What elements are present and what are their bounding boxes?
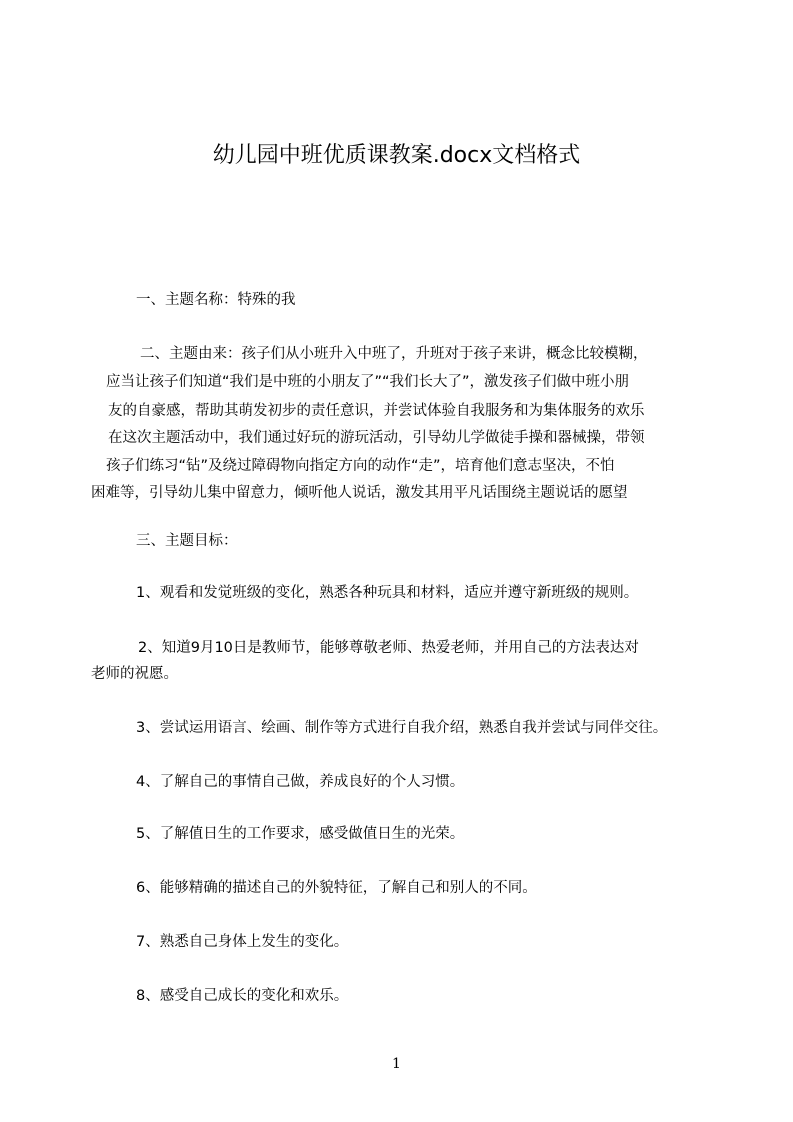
goal-item: 6、能够精确的描述自己的外貌特征，了解自己和别人的不同。 xyxy=(136,880,537,896)
goal-item: 7、熟悉自己身体上发生的变化。 xyxy=(136,934,349,950)
topic-origin-line: 二、主题由来：孩子们从小班升入中班了，升班对于孩子来讲，概念比较模糊， xyxy=(140,346,648,362)
goal-item: 2、知道9月10日是教师节，能够尊敬老师、热爱老师，并用自己的方法表达对 xyxy=(138,640,639,656)
topic-origin-line: 孩子们练习“钻”及绕过障碍物向指定方向的动作“走”，培育他们意志坚决，不怕 xyxy=(106,458,615,474)
topic-name: 一、主题名称：特殊的我 xyxy=(136,292,296,308)
goal-item: 4、了解自己的事情自己做，养成良好的个人习惯。 xyxy=(136,774,465,790)
goals-heading: 三、主题目标： xyxy=(136,533,238,549)
document-title: 幼儿园中班优质课教案.docx文档格式 xyxy=(212,143,581,168)
goal-item: 1、观看和发觉班级的变化，熟悉各种玩具和材料，适应并遵守新班级的规则。 xyxy=(136,585,639,601)
topic-origin-line: 应当让孩子们知道“我们是中班的小朋友了”“我们长大了”，激发孩子们做中班小朋 xyxy=(106,374,630,390)
goal-item: 8、感受自己成长的变化和欢乐。 xyxy=(136,988,349,1004)
topic-origin-line: 在这次主题活动中，我们通过好玩的游玩活动，引导幼儿学做徒手操和器械操，带领 xyxy=(108,430,645,446)
topic-origin-line: 友的自豪感，帮助其萌发初步的责任意识，并尝试体验自我服务和为集体服务的欢乐 xyxy=(108,403,645,419)
goal-item: 5、了解值日生的工作要求，感受做值日生的光荣。 xyxy=(136,826,465,842)
goal-item: 3、尝试运用语言、绘画、制作等方式进行自我介绍，熟悉自我并尝试与同伴交往。 xyxy=(136,720,668,736)
topic-origin-line: 困难等，引导幼儿集中留意力，倾听他人说话，激发其用平凡话围绕主题说话的愿望 xyxy=(91,485,628,501)
page-number: 1 xyxy=(392,1056,401,1072)
goal-item-continuation: 老师的祝愿。 xyxy=(91,666,178,682)
